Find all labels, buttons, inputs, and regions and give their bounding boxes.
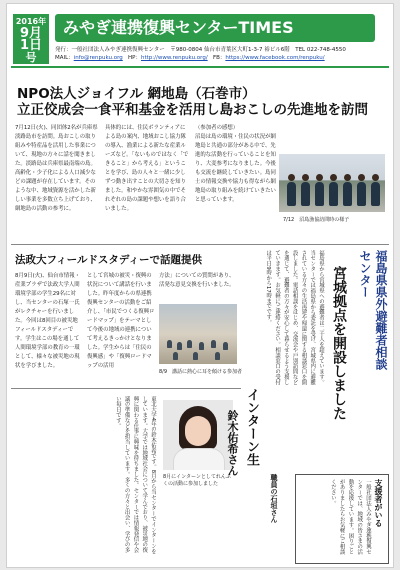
section-divider-2 bbox=[11, 388, 241, 389]
issue-date-box bbox=[13, 14, 49, 64]
issue-year: 2016年 bbox=[15, 17, 47, 26]
mail-link[interactable]: info@renpuku.org bbox=[73, 55, 123, 61]
publisher-address: 発行：一般社団法人みやぎ連携復興センター 〒980-0804 仙台市青葉区大町1-3-7 裕ビル6階 TEL 022-748-4550 bbox=[55, 47, 346, 53]
intern-name: 鈴木佑希さん bbox=[226, 410, 239, 476]
npo-column-1: 7月12日(火)、同団体2名が兵庫県淡路島市を訪問。島おこしの取り組みや特産品を活用した事業について、現地の方々に話を聞きました。淡路島は兵庫県最南端の島。高齢化・少子化による人口減少などの課題が存在しています。そのような中、地域資源を活かした新しい事業を多数立ち上げており、網地島の活動の参考に。 bbox=[15, 125, 98, 212]
npo-column-2: 具体的には、住民ボランティアによる島の案内、地域おこし協力隊の導入、漁業による新たな産業ルーズなど。「ないものではなく「できること」から考える」ということを学び、島の人々と一緒に少しずつ動き出すことの大切さを知りました。和やかな雰囲気の中でそれぞれの島の課題や想いを語り合いました。 bbox=[105, 125, 189, 212]
fieldstudy-title: 法政大フィールドスタディーで話題提供 bbox=[15, 254, 203, 266]
homepage-link[interactable]: http://www.renpuku.org/ bbox=[140, 55, 208, 61]
fukushima-headline-1: 福島県県外避難者相談センター bbox=[358, 250, 388, 370]
header-divider bbox=[11, 66, 389, 68]
fieldstudy-column-2: として宮城の被災・復興の状況について講話を行いました。昨年度からの県連携復興センターの活動をご紹介し、「市民でつくる復興ロードマップ」をテーマとして今後の地域の連携について考えるきっかけとなりました。学生からは「住民の復興感」や「復興ロードマップの活用 bbox=[87, 273, 155, 369]
support-box-title: 支援者がいる bbox=[374, 479, 383, 527]
support-box bbox=[295, 474, 389, 564]
intern-body-continued bbox=[15, 396, 89, 556]
npo-group-photo bbox=[279, 154, 385, 212]
issue-month: 9月 bbox=[19, 26, 43, 41]
issue-day: 1日 bbox=[19, 38, 43, 53]
support-box-body: 一般社団法人みやぎ連携復興センターでは、地域の皆さまの活動を応援しています。困りごとがありましたらお気軽にご相談ください。 bbox=[329, 479, 371, 555]
intern-photo-caption: 8月にインターンとしてれんぷくの活動に参加しました bbox=[163, 474, 231, 487]
staff-signature: 職員の石垣さん bbox=[270, 474, 278, 523]
fieldstudy-column-3: 方法」についての質問があり、活発な意見交換を行いました。 bbox=[159, 273, 235, 288]
facebook-link[interactable]: https://www.facebook.com/renpuku/ bbox=[225, 55, 325, 61]
fieldstudy-photo-caption: 8/9 講話に熱心に耳を傾ける参加者 bbox=[159, 369, 243, 375]
section-divider-1 bbox=[11, 244, 389, 245]
issue-suffix: 号 bbox=[25, 51, 37, 64]
fukushima-headline-2: 宮城拠点を開設しました bbox=[331, 266, 347, 420]
fieldstudy-photo bbox=[159, 304, 237, 364]
publisher-info bbox=[55, 46, 387, 62]
newsletter-title: みやぎ連携復興センターTIMES bbox=[55, 14, 375, 42]
npo-article-title: NPO法人ジョイフル 網地島（石巻市） 立正佼成会一食平和基金を活用し島おこしの先進地を訪問 bbox=[17, 86, 368, 118]
npo-photo-caption: 7/12 沼島漁協訪問時の様子 bbox=[283, 217, 350, 223]
intern-headline: インターン生 bbox=[244, 388, 259, 466]
newsletter-page bbox=[6, 3, 394, 568]
fieldstudy-column-1: 8月9日(火)、仙台市情報・産業プラザで法政大学人間環境学部の学生29名に対し、当センターの石塚一氏がレクチャーを行いました。今回は8回目の被災地フィールドスタディーです。学生はこの場を通して人間環境学部の教育の一環として、様々な被災地の現状を学びました。 bbox=[15, 273, 80, 369]
intern-body: 東北大学4年の鈴木佑希です。8月から当センターでインターンをしています。大学では地域社会について学んでおり、被災地の復興に関わる仕事に興味を持ちました。センターでは情報発信や会議の準備などを担当しています。多くの方々と出会い、学びの多い毎日です。 bbox=[114, 396, 156, 555]
fukushima-body: 福島県から宮城県への避難者は二千人を超えています。当センターでは福島県から委託を受け、宮城県内に避難されている方々の生活再建や帰還に関する相談窓口を開設しました。電話相談をはじめ、交流会や戸別訪問などを通じて、避難者の方々が安心して暮らせるよう支援していきます。お気軽にご連絡ください。相談窓口の受付は平日9時から17時までです。 bbox=[265, 250, 324, 385]
npo-column-3: （参加者の感想） 沼島は島の環境・住民の状況が網地島と共通の部分がある中で、先進的な活動を行っていることを知り、大変参考になりました。今後も交流を継続していきたい。島同士の情報交換や協力も得ながら網地島の取り組みを続けていきたいと思っています。 bbox=[195, 125, 276, 203]
intern-photo bbox=[163, 400, 233, 470]
contact-line: MAIL：info@renpuku.org HP：http://www.renpuku.org/ FB：https://www.facebook.com/renpuku/ bbox=[55, 55, 325, 61]
